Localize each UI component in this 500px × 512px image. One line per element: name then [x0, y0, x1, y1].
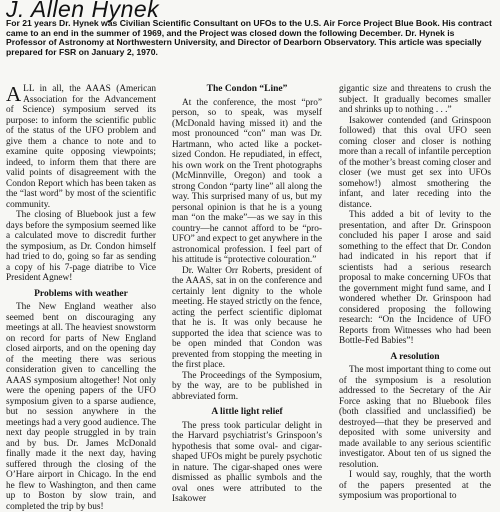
section-heading: Problems with weather [34, 288, 128, 299]
paragraph: The New England weather also seemed bent on discouraging any meetings at all. The heaviest snowstorm on record for parts of New England closed airports, and on the opening day of the meeting there was serious consideration given to cancelling the AAAS symposium altogether! Not only were the opening papers of the UFO symposium given to a sparse audience, but no session anywhere in the meetings had a very good audience. The next day people struggled in by train and by bus. Dr. James McDonald finally made it the next day, having suffered through the closing of the O’Hare airport in Chicago. In the end he flew to Washington, and then came up to Boston by slow train, and completed the trip by bus! [6, 302, 156, 512]
paragraph: The Proceedings of the Symposium, by the way, are to be published in abbreviated form. [172, 370, 322, 402]
intro-paragraph: For 21 years Dr. Hynek was Civilian Scientific Consultant on UFOs to the U.S. Air Force Project Blue Book. His contract came to an end in the summer of 1969, and the Project was closed down the following December. Dr. Hynek is Professor of Astronomy at Northwestern University, and Director of Dearborn Observatory. This article was specially prepared for FSR on January 2, 1970. [6, 18, 492, 57]
section-heading: The Condon “Line” [206, 84, 288, 94]
paragraph: The closing of Bluebook just a few days before the symposium seemed like a calculated move to discredit further the symposium, as Dr. Condon himself had tried to do, going so far as sending a copy of his 7-page diatribe to Vice President Agnew! [6, 210, 156, 283]
paragraph [6, 84, 156, 210]
paragraph: gigantic size and threatens to crush the subject. It gradually becomes smaller and shrinks up to nothing . . .” [339, 84, 491, 115]
paragraph: Dr. Walter Orr Roberts, president of the AAAS, sat in on the conference and certainly lent dignity to the whole meeting. He stayed strictly on the fence, acting the perfect scientific diplomat that he is. It was only because he supported the idea that science was to be open minded that Condon was prevented from stopping the meeting in the first place. [172, 265, 322, 370]
paragraph: The press took particular delight in the Harvard psychiatrist’s Grinspoon’s hypothesis that some oval- and cigar-shaped UFOs might be purely psychotic in nature. The cigar-shaped ones were dismissed as phallic symbols and the oval ones were attributed to the Isakower [172, 420, 322, 504]
section-heading: A little light relief [211, 407, 283, 417]
paragraph-text: LL in all, the AAAS (American Association for the Advancement of Science) symposium served its purpose: to inform the scientific public of the status of the UFO problem and give them a chance to note and to examine quite opposing viewpoints; indeed, to inform them that there are valid points of disagreement with the Condon Report which has been taken as the “last word” by most of the scientific community. [6, 84, 156, 210]
paragraph: This added a bit of levity to the presentation, and after Dr. Grinspoon concluded his paper I arose and said something to the effect that Dr. Condon had indicated in his report that if scientists had a serious research proposal to make concerning UFOs that the government might fund same, and I wondered whether Dr. Grinspoon had considered proposing the following research: “On the Incidence of UFO Reports from Witnesses who had been Bottle-Fed Babies”! [339, 210, 491, 346]
section-heading: A resolution [390, 351, 440, 362]
paragraph: The most important thing to come out of the symposium is a resolution addressed to the Secretary of the Air Force asking that no Bluebook files (both classified and unclassified) be destroyed—that they be preserved and deposited with some university and made available to any serious scientific investigator. About ten of us signed the resolution. [339, 365, 491, 470]
drop-cap: A [6, 82, 22, 106]
paragraph: At the conference, the most “pro” person, so to speak, was myself (McDonald having missed it) and the most pronounced “con” man was Dr. Hartmann, who acted like a pocket-sized Condon. He repudiated, in effect, his own work on the Trent photographs (McMinnville, Oregon) and took a strong Condon “party line” all along the way. This surprised many of us, but my personal opinion is that he is a young man “on the make”—as we say in this country—he cannot afford to be “pro-UFO” and expect to get anywhere in the astronomical profession. I feel part of his attitude is “protective colouration.” [172, 97, 322, 265]
paragraph: Isakower contended (and Grinspoon followed) that this oval UFO seen coming closer and closer is nothing more than a recall of infantile perception of the mother’s breast coming closer and closer (we must get sex into UFOs somehow!) almost smothering the infant, and later receding into the distance. [339, 115, 491, 210]
paragraph: I would say, roughly, that the worth of the papers presented at the symposium was proportional to [339, 470, 491, 501]
column-1 [6, 84, 156, 512]
column-3 [339, 84, 491, 502]
article-title: J. Allen Hynek [6, 0, 160, 22]
column-2 [172, 84, 322, 505]
